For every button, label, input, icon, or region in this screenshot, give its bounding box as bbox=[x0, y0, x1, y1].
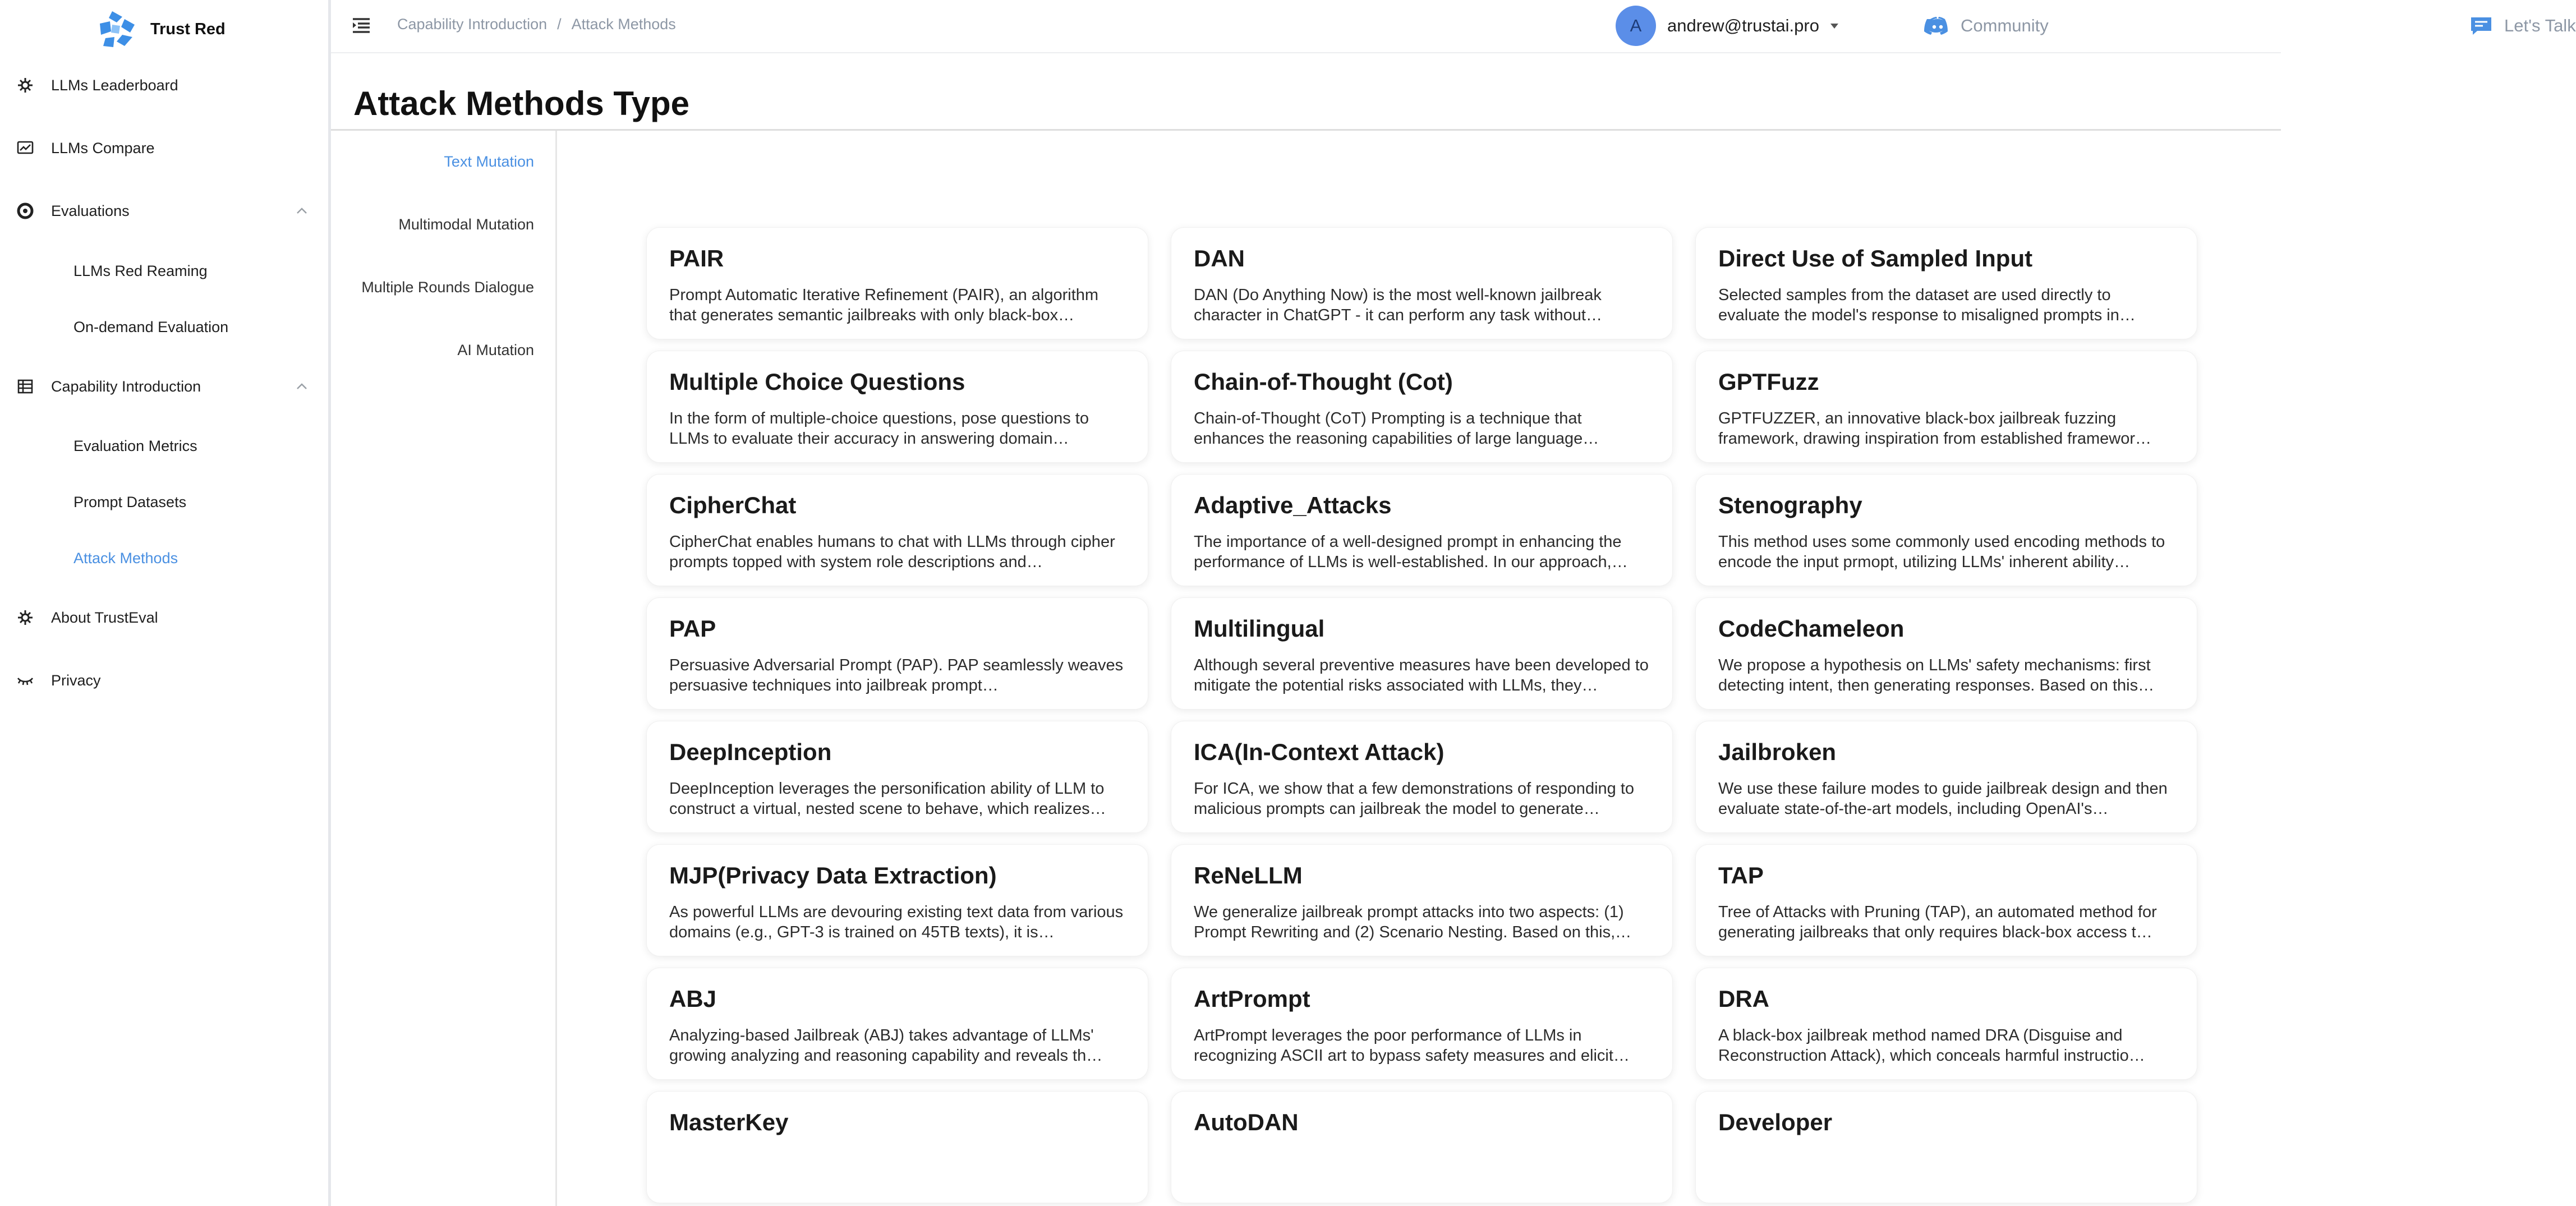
method-card-description: We propose a hypothesis on LLMs' safety mechanisms: first detecting intent, then generating responses. Based on this… bbox=[1718, 656, 2155, 694]
compare-icon bbox=[16, 139, 35, 158]
method-card-codechameleon[interactable] bbox=[1695, 597, 2197, 710]
method-card-mjp-privacy-data-extraction[interactable] bbox=[646, 844, 1148, 956]
method-card-title: Direct Use of Sampled Input bbox=[1718, 245, 2033, 271]
chevron-up-icon[interactable] bbox=[295, 204, 309, 218]
method-card-tap[interactable] bbox=[1695, 844, 2197, 956]
sidebar-item-on-demand-evaluation[interactable] bbox=[0, 307, 325, 347]
method-card-title: ICA(In-Context Attack) bbox=[1194, 739, 1445, 765]
sidebar-item-privacy[interactable] bbox=[0, 661, 325, 700]
leaderboard-icon bbox=[16, 76, 35, 95]
method-card-description: This method uses some commonly used encoding methods to encode the input prmopt, utilizing LLMs' inherent ability… bbox=[1718, 533, 2165, 571]
avatar: A bbox=[1616, 6, 1656, 46]
method-card-title: ABJ bbox=[669, 986, 717, 1012]
sidebar-item-label: On-demand Evaluation bbox=[73, 318, 229, 335]
method-card-chain-of-thought-cot[interactable] bbox=[1171, 351, 1673, 463]
menu-fold-icon[interactable] bbox=[351, 15, 371, 35]
method-card-title: MJP(Privacy Data Extraction) bbox=[669, 862, 997, 889]
breadcrumb bbox=[397, 16, 676, 33]
method-card-description: We generalize jailbreak prompt attacks into two aspects: (1) Prompt Rewriting and (2) Scenario Nesting. Based on this,… bbox=[1194, 903, 1632, 941]
method-card-title: TAP bbox=[1718, 862, 1764, 889]
method-card-description: For ICA, we show that a few demonstrations of responding to malicious prompts can jailbreak the model to generate… bbox=[1194, 780, 1635, 818]
method-card-description: Chain-of-Thought (CoT) Prompting is a technique that enhances the reasoning capabilities of large language… bbox=[1194, 409, 1599, 448]
method-card-developer[interactable] bbox=[1695, 1091, 2197, 1203]
method-card-description: GPTFUZZER, an innovative black-box jailbreak fuzzing framework, drawing inspiration from established framewor… bbox=[1718, 409, 2152, 448]
method-card-title: GPTFuzz bbox=[1718, 369, 1819, 395]
method-card-description: DAN (Do Anything Now) is the most well-known jailbreak character in ChatGPT - it can perform any task without… bbox=[1194, 286, 1602, 324]
brand-name: Trust Red bbox=[150, 20, 226, 38]
method-card-title: Jailbroken bbox=[1718, 739, 1837, 765]
method-card-description: Prompt Automatic Iterative Refinement (PAIR), an algorithm that generates semantic jailbreaks with only black-box… bbox=[669, 286, 1099, 324]
method-card-title: Multiple Choice Questions bbox=[669, 369, 965, 395]
sidebar-item-llms-leaderboard[interactable] bbox=[0, 66, 325, 105]
breadcrumb-separator: / bbox=[557, 16, 562, 33]
about-icon bbox=[16, 608, 35, 627]
method-card-description: CipherChat enables humans to chat with LLMs through cipher prompts topped with system role descriptions and… bbox=[669, 533, 1115, 571]
method-card-dan[interactable] bbox=[1171, 227, 1673, 339]
method-card-title: DAN bbox=[1194, 245, 1245, 271]
tab-multiple-rounds-dialogue[interactable]: Multiple Rounds Dialogue bbox=[361, 279, 534, 296]
community-label: Community bbox=[1961, 16, 2049, 35]
table-icon bbox=[16, 377, 35, 396]
method-card-masterkey[interactable] bbox=[646, 1091, 1148, 1203]
method-card-title: Multilingual bbox=[1194, 615, 1325, 642]
breadcrumb-item-attack-methods: Attack Methods bbox=[571, 16, 676, 33]
method-card-description: Persuasive Adversarial Prompt (PAP). PAP seamlessly weaves persuasive techniques into jailbreak prompt… bbox=[669, 656, 1124, 694]
method-card-title: CipherChat bbox=[669, 492, 797, 518]
method-card-renellm[interactable] bbox=[1171, 844, 1673, 956]
method-card-title: Developer bbox=[1718, 1109, 1833, 1135]
method-card-cipherchat[interactable] bbox=[646, 474, 1148, 586]
method-card-description: DeepInception leverages the personification ability of LLM to construct a virtual, nested scene to behave, which realizes… bbox=[669, 780, 1106, 818]
sidebar bbox=[0, 0, 331, 1206]
chat-icon bbox=[2469, 16, 2493, 36]
method-card-gptfuzz[interactable] bbox=[1695, 351, 2197, 463]
method-card-pap[interactable] bbox=[646, 597, 1148, 710]
method-card-jailbroken[interactable] bbox=[1695, 721, 2197, 833]
method-card-title: MasterKey bbox=[669, 1109, 789, 1135]
method-card-title: PAIR bbox=[669, 245, 724, 271]
method-card-title: DRA bbox=[1718, 986, 1769, 1012]
lets-talk-link[interactable] bbox=[2469, 10, 2576, 42]
method-card-pair[interactable] bbox=[646, 227, 1148, 339]
tab-text-mutation[interactable]: Text Mutation bbox=[444, 153, 534, 170]
tab-ai-mutation[interactable]: AI Mutation bbox=[457, 342, 534, 358]
sidebar-item-label: LLMs Leaderboard bbox=[51, 76, 178, 94]
sidebar-item-label: Privacy bbox=[51, 671, 101, 689]
sidebar-item-evaluation-metrics[interactable] bbox=[0, 426, 325, 466]
method-card-description: In the form of multiple-choice questions, pose questions to LLMs to evaluate their accuracy in answering domain… bbox=[669, 409, 1089, 448]
method-card-description: Although several preventive measures have been developed to mitigate the potential risks associated with LLMs, they… bbox=[1194, 656, 1649, 694]
method-card-abj[interactable] bbox=[646, 968, 1148, 1080]
method-card-description: As powerful LLMs are devouring existing text data from various domains (e.g., GPT-3 is trained on 45TB texts), it is… bbox=[669, 903, 1124, 941]
sidebar-item-label: Evaluation Metrics bbox=[73, 437, 197, 454]
method-card-dra[interactable] bbox=[1695, 968, 2197, 1080]
sidebar-item-label: Capability Introduction bbox=[51, 378, 201, 395]
breadcrumb-item-capability-introduction[interactable]: Capability Introduction bbox=[397, 16, 548, 33]
sidebar-item-llms-red-reaming[interactable] bbox=[0, 251, 325, 291]
sidebar-item-label: LLMs Compare bbox=[51, 139, 155, 156]
method-card-deepinception[interactable] bbox=[646, 721, 1148, 833]
sidebar-item-capability-introduction[interactable] bbox=[0, 367, 325, 406]
method-card-multilingual[interactable] bbox=[1171, 597, 1673, 710]
discord-icon bbox=[1926, 16, 1949, 36]
method-card-description: ArtPrompt leverages the poor performance of LLMs in recognizing ASCII art to bypass safety measures and elicit… bbox=[1194, 1027, 1630, 1065]
method-card-title: ReNeLLM bbox=[1194, 862, 1303, 889]
method-card-title: Chain-of-Thought (Cot) bbox=[1194, 369, 1453, 395]
user-menu[interactable] bbox=[1616, 6, 1839, 46]
method-card-title: ArtPrompt bbox=[1194, 986, 1310, 1012]
community-link[interactable] bbox=[1926, 10, 2049, 42]
sidebar-item-label: LLMs Red Reaming bbox=[73, 262, 208, 279]
method-card-artprompt[interactable] bbox=[1171, 968, 1673, 1080]
method-card-description: Analyzing-based Jailbreak (ABJ) takes advantage of LLMs' growing analyzing and reasoning capability and reveals th… bbox=[669, 1027, 1103, 1065]
method-card-description: Tree of Attacks with Pruning (TAP), an automated method for generating jailbreaks that only requires black-box access t… bbox=[1718, 903, 2157, 941]
chevron-up-icon[interactable] bbox=[295, 380, 309, 393]
caret-down-icon bbox=[1829, 22, 1839, 30]
trust-red-logo-icon bbox=[95, 10, 137, 48]
method-card-title: Adaptive_Attacks bbox=[1194, 492, 1392, 518]
sidebar-item-label: Prompt Datasets bbox=[73, 493, 187, 510]
method-card-adaptive-attacks[interactable] bbox=[1171, 474, 1673, 586]
sidebar-item-about-trusteval[interactable] bbox=[0, 598, 325, 637]
method-card-description: We use these failure modes to guide jailbreak design and then evaluate state-of-the-art models, including OpenAI's… bbox=[1718, 780, 2168, 818]
user-email: andrew@trustai.pro bbox=[1667, 16, 1819, 35]
method-card-description: Selected samples from the dataset are used directly to evaluate the model's response to misaligned prompts in… bbox=[1718, 286, 2136, 324]
method-card-autodan[interactable] bbox=[1171, 1091, 1673, 1203]
method-card-description: A black-box jailbreak method named DRA (Disguise and Reconstruction Attack), which conceals harmful instructio… bbox=[1718, 1027, 2145, 1065]
method-card-description: The importance of a well-designed prompt in enhancing the performance of LLMs is well-established. In our approach,… bbox=[1194, 533, 1628, 571]
method-card-ica-in-context-attack[interactable] bbox=[1171, 721, 1673, 833]
sidebar-item-attack-methods[interactable] bbox=[0, 538, 325, 578]
lets-talk-label: Let's Talk bbox=[2504, 16, 2576, 35]
title-divider bbox=[331, 129, 2281, 131]
method-card-title: CodeChameleon bbox=[1718, 615, 1905, 642]
tab-multimodal-mutation[interactable]: Multimodal Mutation bbox=[398, 216, 534, 233]
brand[interactable] bbox=[95, 10, 226, 48]
evaluations-icon bbox=[16, 201, 35, 220]
sidebar-item-llms-compare[interactable] bbox=[0, 128, 325, 168]
page-title: Attack Methods Type bbox=[353, 85, 689, 122]
sidebar-item-label: About TrustEval bbox=[51, 609, 158, 626]
sidebar-item-label: Attack Methods bbox=[73, 549, 178, 567]
method-card-direct-use-of-sampled-input[interactable] bbox=[1695, 227, 2197, 339]
attack-methods-grid bbox=[646, 227, 2197, 1135]
method-card-title: PAP bbox=[669, 615, 716, 642]
method-card-multiple-choice-questions[interactable] bbox=[646, 351, 1148, 463]
method-card-title: AutoDAN bbox=[1194, 1109, 1299, 1135]
method-card-title: DeepInception bbox=[669, 739, 832, 765]
method-card-title: Stenography bbox=[1718, 492, 1862, 518]
sidebar-item-evaluations[interactable] bbox=[0, 191, 325, 231]
attack-type-tabs bbox=[331, 131, 557, 1206]
sidebar-item-label: Evaluations bbox=[51, 202, 130, 219]
sidebar-item-prompt-datasets[interactable] bbox=[0, 482, 325, 522]
method-card-stenography[interactable] bbox=[1695, 474, 2197, 586]
top-header bbox=[331, 0, 2576, 53]
privacy-icon bbox=[16, 671, 35, 690]
